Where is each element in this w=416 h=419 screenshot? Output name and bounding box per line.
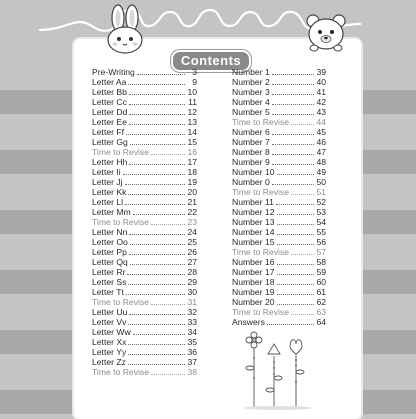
toc-dot-leader <box>151 297 185 305</box>
toc-dot-leader <box>129 117 185 125</box>
toc-entry <box>92 177 197 187</box>
toc-entry <box>232 297 326 307</box>
toc-entry-label: Letter Vv <box>92 317 127 327</box>
toc-entry-page: 42 <box>316 97 326 107</box>
toc-entry <box>232 207 326 217</box>
toc-entry-label: Time to Revise <box>92 367 149 377</box>
swirl-decoration <box>0 0 416 44</box>
toc-dot-leader <box>277 297 314 305</box>
toc-entry <box>232 67 326 77</box>
toc-entry-label: Number 17 <box>232 267 275 277</box>
toc-entry-page: 48 <box>316 157 326 167</box>
toc-dot-leader <box>291 187 314 195</box>
toc-dot-leader <box>128 337 185 345</box>
toc-dot-leader <box>272 147 314 155</box>
toc-entry-page: 46 <box>316 137 326 147</box>
toc-dot-leader <box>151 217 185 225</box>
toc-entry-page: 40 <box>316 77 326 87</box>
toc-entry-label: Letter Mm <box>92 207 131 217</box>
toc-dot-leader <box>272 77 314 85</box>
toc-entry-page: 61 <box>316 287 326 297</box>
toc-dot-leader <box>272 87 314 95</box>
toc-dot-leader <box>128 277 185 285</box>
toc-entry-page: 35 <box>187 337 197 347</box>
toc-entry <box>232 167 326 177</box>
toc-dot-leader <box>267 317 314 325</box>
toc-entry-page: 64 <box>316 317 326 327</box>
toc-entry-revise <box>92 297 197 307</box>
toc-entry-page: 32 <box>187 307 197 317</box>
toc-entry-label: Time to Revise <box>232 117 289 127</box>
toc-entry-revise <box>232 187 326 197</box>
toc-entry-label: Letter Qq <box>92 257 128 267</box>
toc-column-right <box>232 67 326 327</box>
toc-entry-page: 19 <box>187 177 197 187</box>
toc-entry-label: Number 6 <box>232 127 270 137</box>
toc-entry-label: Letter Nn <box>92 227 128 237</box>
toc-dot-leader <box>272 67 314 75</box>
toc-entry-page: 62 <box>316 297 326 307</box>
toc-entry-page: 12 <box>187 107 197 117</box>
toc-entry-page: 54 <box>316 217 326 227</box>
bunny-icon <box>96 4 154 56</box>
toc-column-left <box>92 67 197 377</box>
toc-entry-page: 21 <box>187 197 197 207</box>
toc-entry-page: 31 <box>187 297 197 307</box>
toc-entry-label: Number 14 <box>232 227 275 237</box>
toc-entry-page: 47 <box>316 147 326 157</box>
toc-entry-page: 58 <box>316 257 326 267</box>
toc-dot-leader <box>125 197 185 205</box>
toc-dot-leader <box>126 127 185 135</box>
toc-entry <box>232 157 326 167</box>
toc-entry-label: Number 13 <box>232 217 275 227</box>
toc-entry <box>232 227 326 237</box>
toc-entry-revise <box>92 367 197 377</box>
toc-entry-page: 33 <box>187 317 197 327</box>
toc-entry-label: Number 18 <box>232 277 275 287</box>
toc-entry-label: Answers <box>232 317 265 327</box>
toc-entry <box>232 267 326 277</box>
toc-entry-label: Number 8 <box>232 147 270 157</box>
toc-dot-leader <box>129 307 185 315</box>
toc-dot-leader <box>277 167 314 175</box>
toc-dot-leader <box>291 307 314 315</box>
toc-entry-page: 59 <box>316 267 326 277</box>
toc-entry-label: Letter Gg <box>92 137 128 147</box>
toc-entry-page: 15 <box>187 137 197 147</box>
toc-entry <box>92 257 197 267</box>
toc-entry <box>232 127 326 137</box>
toc-entry-page: 30 <box>187 287 197 297</box>
toc-entry <box>92 187 197 197</box>
toc-dot-leader <box>151 147 185 155</box>
toc-dot-leader <box>277 277 314 285</box>
toc-entry <box>232 107 326 117</box>
toc-entry-page: 50 <box>316 177 326 187</box>
toc-dot-leader <box>129 97 185 105</box>
toc-entry-label: Number 12 <box>232 207 275 217</box>
toc-entry <box>92 167 197 177</box>
toc-entry-label: Number 0 <box>232 177 270 187</box>
toc-entry-label: Time to Revise <box>232 247 289 257</box>
toc-entry <box>232 147 326 157</box>
toc-entry-page: 41 <box>316 87 326 97</box>
toc-dot-leader <box>130 257 185 265</box>
toc-entry-page: 52 <box>316 197 326 207</box>
toc-entry-label: Letter Xx <box>92 337 127 347</box>
toc-entry-label: Number 2 <box>232 77 270 87</box>
toc-entry-label: Letter Ll <box>92 197 124 207</box>
toc-entry <box>232 287 326 297</box>
toc-entry-label: Letter Ii <box>92 167 121 177</box>
toc-dot-leader <box>277 207 314 215</box>
toc-entry-page: 25 <box>187 237 197 247</box>
toc-entry <box>92 247 197 257</box>
toc-entry-revise <box>92 147 197 157</box>
bear-icon <box>304 12 348 52</box>
toc-entry-label: Letter Zz <box>92 357 126 367</box>
toc-dot-leader <box>129 107 185 115</box>
page-title: Contents <box>171 50 251 72</box>
toc-entry-label: Letter Dd <box>92 107 128 117</box>
toc-entry-label: Letter Jj <box>92 177 123 187</box>
toc-entry-label: Letter Kk <box>92 187 127 197</box>
toc-entry <box>92 327 197 337</box>
toc-entry-page: 29 <box>187 277 197 287</box>
toc-entry-page: 39 <box>316 67 326 77</box>
toc-dot-leader <box>133 327 185 335</box>
toc-entry-page: 27 <box>187 257 197 267</box>
toc-entry-page: 23 <box>187 217 197 227</box>
toc-dot-leader <box>272 97 314 105</box>
toc-entry <box>92 267 197 277</box>
toc-entry <box>92 287 197 297</box>
toc-dot-leader <box>277 237 314 245</box>
toc-entry-label: Number 15 <box>232 237 275 247</box>
toc-entry-page: 43 <box>316 107 326 117</box>
toc-entry-label: Number 5 <box>232 107 270 117</box>
toc-dot-leader <box>291 247 314 255</box>
toc-dot-leader <box>127 267 185 275</box>
toc-entry-page: 57 <box>316 247 326 257</box>
toc-entry <box>92 107 197 117</box>
toc-entry-page: 45 <box>316 127 326 137</box>
toc-dot-leader <box>125 177 185 185</box>
toc-dot-leader <box>129 227 185 235</box>
toc-entry-label: Letter Aa <box>92 77 127 87</box>
toc-entry-label: Time to Revise <box>92 297 149 307</box>
toc-entry <box>232 217 326 227</box>
toc-entry-label: Letter Ss <box>92 277 127 287</box>
toc-dot-leader <box>272 127 314 135</box>
toc-entry <box>92 227 197 237</box>
toc-dot-leader <box>276 197 314 205</box>
toc-dot-leader <box>128 317 185 325</box>
toc-entry <box>92 137 197 147</box>
toc-entry-label: Time to Revise <box>92 217 149 227</box>
toc-entry-label: Time to Revise <box>92 147 149 157</box>
toc-entry <box>92 357 197 367</box>
toc-entry-page: 56 <box>316 237 326 247</box>
toc-entry <box>92 317 197 327</box>
toc-entry-label: Letter Oo <box>92 237 128 247</box>
toc-entry-page: 63 <box>316 307 326 317</box>
toc-entry <box>232 77 326 87</box>
toc-entry-label: Letter Cc <box>92 97 127 107</box>
toc-entry-label: Number 7 <box>232 137 270 147</box>
toc-dot-leader <box>277 267 314 275</box>
toc-dot-leader <box>272 177 314 185</box>
toc-entry-page: 38 <box>187 367 197 377</box>
toc-entry <box>92 97 197 107</box>
toc-entry-page: 3 <box>192 67 197 77</box>
toc-dot-leader <box>133 207 185 215</box>
toc-entry-label: Number 4 <box>232 97 270 107</box>
toc-entry <box>92 67 197 77</box>
toc-entry-label: Number 10 <box>232 167 275 177</box>
toc-entry <box>232 97 326 107</box>
toc-entry-label: Number 20 <box>232 297 275 307</box>
toc-entry <box>92 337 197 347</box>
toc-dot-leader <box>151 367 185 375</box>
toc-entry <box>92 157 197 167</box>
toc-entry-page: 28 <box>187 267 197 277</box>
toc-entry <box>92 87 197 97</box>
toc-entry-label: Letter Tt <box>92 287 124 297</box>
toc-entry-page: 37 <box>187 357 197 367</box>
toc-entry-label: Letter Ff <box>92 127 124 137</box>
toc-entry-page: 11 <box>188 97 197 107</box>
toc-entry-label: Letter Uu <box>92 307 128 317</box>
toc-dot-leader <box>123 167 185 175</box>
toc-entry-label: Letter Yy <box>92 347 127 357</box>
toc-dot-leader <box>128 357 185 365</box>
toc-entry-page: 26 <box>187 247 197 257</box>
toc-entry-page: 16 <box>187 147 197 157</box>
toc-entry-label: Number 19 <box>232 287 275 297</box>
toc-dot-leader <box>130 137 185 145</box>
toc-dot-leader <box>277 217 314 225</box>
toc-dot-leader <box>272 157 314 165</box>
toc-entry-page: 22 <box>187 207 197 217</box>
toc-dot-leader <box>291 117 314 125</box>
toc-entry <box>232 177 326 187</box>
toc-entry <box>232 257 326 267</box>
toc-entry-label: Letter Ee <box>92 117 127 127</box>
toc-entry <box>232 87 326 97</box>
toc-dot-leader <box>129 247 185 255</box>
toc-entry <box>92 277 197 287</box>
toc-entry-label: Letter Ww <box>92 327 131 337</box>
toc-entry-page: 18 <box>187 167 197 177</box>
toc-entry <box>92 77 197 87</box>
flowers-icon <box>240 328 316 410</box>
toc-dot-leader <box>128 77 185 85</box>
toc-dot-leader <box>128 187 185 195</box>
toc-entry-page: 13 <box>187 117 197 127</box>
toc-entry-label: Number 11 <box>232 197 274 207</box>
toc-entry <box>232 197 326 207</box>
toc-entry-label: Time to Revise <box>232 307 289 317</box>
toc-entry <box>232 237 326 247</box>
toc-entry-page: 55 <box>316 227 326 237</box>
toc-entry-page: 9 <box>192 77 197 87</box>
toc-entry-page: 49 <box>316 167 326 177</box>
toc-dot-leader <box>277 227 314 235</box>
toc-entry <box>92 117 197 127</box>
toc-entry <box>92 207 197 217</box>
toc-dot-leader <box>126 287 185 295</box>
toc-dot-leader <box>277 287 314 295</box>
toc-entry-label: Letter Rr <box>92 267 126 277</box>
toc-dot-leader <box>129 157 185 165</box>
toc-entry-revise <box>232 117 326 127</box>
toc-entry-revise <box>232 247 326 257</box>
toc-entry-page: 20 <box>187 187 197 197</box>
toc-entry <box>92 347 197 357</box>
toc-entry <box>232 277 326 287</box>
toc-entry <box>92 307 197 317</box>
toc-entry-label: Number 1 <box>232 67 270 77</box>
toc-entry-page: 60 <box>316 277 326 287</box>
toc-dot-leader <box>130 237 185 245</box>
toc-entry-page: 10 <box>187 87 197 97</box>
toc-entry <box>232 137 326 147</box>
toc-entry-label: Letter Bb <box>92 87 127 97</box>
toc-entry-label: Number 3 <box>232 87 270 97</box>
toc-entry-label: Number 9 <box>232 157 270 167</box>
toc-entry-revise <box>92 217 197 227</box>
toc-entry-page: 36 <box>187 347 197 357</box>
toc-entry-label: Letter Pp <box>92 247 127 257</box>
toc-entry-label: Number 16 <box>232 257 275 267</box>
toc-dot-leader <box>128 347 185 355</box>
toc-dot-leader <box>272 107 314 115</box>
toc-dot-leader <box>277 257 314 265</box>
toc-entry-page: 44 <box>316 117 326 127</box>
toc-entry-page: 14 <box>187 127 197 137</box>
toc-entry <box>92 237 197 247</box>
toc-entry <box>92 127 197 137</box>
toc-entry <box>232 317 326 327</box>
toc-entry <box>92 197 197 207</box>
toc-entry-page: 24 <box>187 227 197 237</box>
toc-dot-leader <box>129 87 185 95</box>
toc-entry-revise <box>232 307 326 317</box>
toc-entry-page: 53 <box>316 207 326 217</box>
toc-dot-leader <box>272 137 314 145</box>
toc-entry-page: 51 <box>316 187 326 197</box>
toc-entry-label: Pre-Writing <box>92 67 135 77</box>
toc-entry-page: 17 <box>187 157 197 167</box>
toc-entry-label: Letter Hh <box>92 157 128 167</box>
toc-entry-label: Time to Revise <box>232 187 289 197</box>
toc-entry-page: 34 <box>187 327 197 337</box>
toc-dot-leader <box>137 67 185 75</box>
